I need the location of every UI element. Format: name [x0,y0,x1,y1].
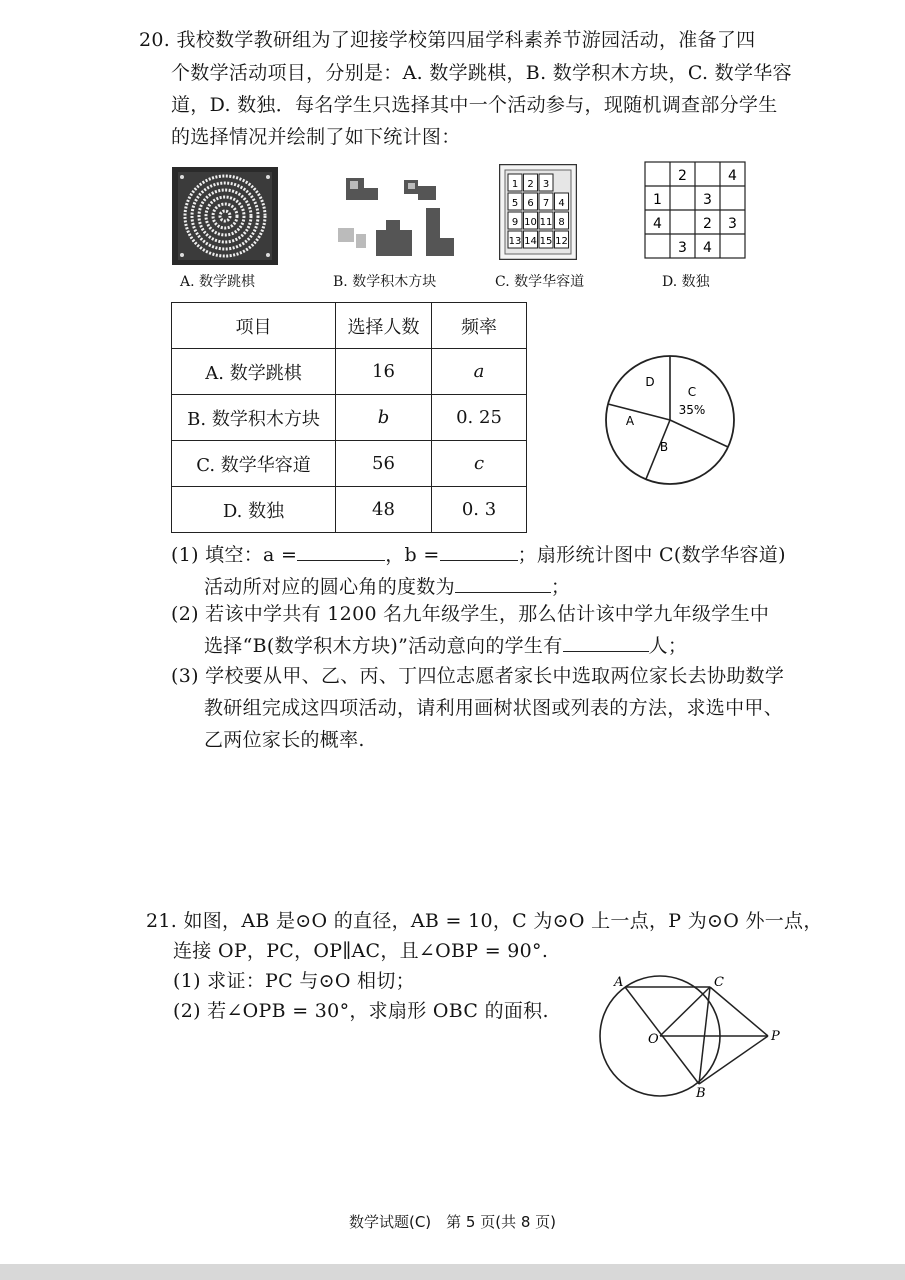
huarong-tile-number: 10 [524,217,537,228]
table-header-freq: 频率 [432,303,527,349]
huarong-tile-number: 12 [555,236,568,247]
row-item: A. 数学跳棋 [172,349,336,395]
q20-sub1-line2: 活动所对应的圆心角的度数为 ； [204,576,571,598]
table-row [172,349,527,395]
q20-sub2-line1: (2) 若该中学共有 1200 名九年级学生，那么估计该中学九年级学生中 [171,603,770,625]
q20-line-2: 个数学活动项目，分别是：A. 数学跳棋，B. 数学积木方块，C. 数学华容 [171,62,792,84]
huarong-tile-number: 8 [558,217,565,228]
table-row [172,395,527,441]
sudoku-digit: 4 [728,168,737,184]
pie-label-a: A [625,414,635,428]
table-header-count: 选择人数 [336,303,432,349]
caption-c: C. 数学华容道 [495,274,585,290]
huarong-tile-number: 5 [511,198,519,209]
q21-line-3: (1) 求证：PC 与⊙O 相切； [173,970,415,992]
huarong-dao-image [499,164,577,260]
math-blocks-image [326,172,466,264]
row-freq: a [432,349,527,395]
sudoku-digit: 4 [653,216,662,232]
point-label-a: A [614,975,624,990]
huarong-tile-number: 15 [539,236,553,247]
huarong-tile-number: 2 [527,179,534,190]
q21-line-4: (2) 若∠OPB = 30°，求扇形 OBC 的面积. [173,1000,549,1022]
q20-sub3-line2: 教研组完成这四项活动，请利用画树状图或列表的方法，求选中甲、 [204,697,784,719]
sudoku-digit: 1 [653,192,662,208]
huarong-tile-number: 11 [539,217,553,228]
sudoku-digit: 4 [703,240,712,256]
blank-angle[interactable] [455,574,551,593]
circle-geometry-figure [596,972,786,1100]
table-row [172,441,527,487]
blank-estimate[interactable] [563,633,649,652]
frequency-table [171,302,527,533]
huarong-tile-number: 9 [511,217,519,228]
scan-edge [0,1264,905,1280]
row-freq: c [432,441,527,487]
huarong-tile-number: 13 [508,236,522,247]
pie-label-c: C [687,385,697,399]
point-label-b: B [696,1086,706,1100]
row-freq: 0. 25 [432,395,527,441]
row-count: b [336,395,432,441]
point-label-p: P [771,1029,780,1044]
row-item: D. 数独 [172,487,336,533]
sudoku-digit: 2 [678,168,687,184]
blank-b[interactable] [440,542,518,561]
q20-sub1-line1: (1) 填空：a = ，b = ；扇形统计图中 C(数学华容道) [171,544,786,566]
sudoku-digit: 3 [703,192,712,208]
pie-label-c-pct: 35% [678,403,706,417]
q21-line-1: 21. 如图，AB 是⊙O 的直径，AB = 10，C 为⊙O 上一点，P 为⊙O 外一点， [146,910,823,932]
blank-a[interactable] [297,542,385,561]
sudoku-image [644,161,746,259]
pie-label-d: D [645,375,655,389]
caption-b: B. 数学积木方块 [333,274,437,290]
row-item: B. 数学积木方块 [172,395,336,441]
sudoku-digit: 3 [678,240,687,256]
sudoku-digit: 2 [703,216,712,232]
row-count: 48 [336,487,432,533]
point-label-o: O [648,1032,659,1047]
row-freq: 0. 3 [432,487,527,533]
pie-chart [600,350,740,490]
q21-line-2: 连接 OP，PC，OP∥AC，且∠OBP = 90°. [173,940,549,962]
q20-sub3-line3: 乙两位家长的概率. [204,729,365,751]
table-header-item: 项目 [172,303,336,349]
huarong-tile-number: 1 [511,179,519,190]
row-count: 16 [336,349,432,395]
point-label-c: C [714,975,724,990]
q20-line-1: 20. 我校数学教研组为了迎接学校第四届学科素养节游园活动，准备了四 [139,29,756,51]
q20-sub3-line1: (3) 学校要从甲、乙、丙、丁四位志愿者家长中选取两位家长去协助数学 [171,665,785,687]
row-item: C. 数学华容道 [172,441,336,487]
row-count: 56 [336,441,432,487]
table-row [172,487,527,533]
huarong-tile-number: 14 [524,236,537,247]
q20-sub2-line2: 选择“B(数学积木方块)”活动意向的学生有 人； [204,635,688,657]
huarong-tile-number: 3 [542,179,550,190]
huarong-tile-number: 6 [527,198,534,209]
huarong-tile-number: 4 [558,198,565,209]
q20-line-4: 的选择情况并绘制了如下统计图： [171,126,461,148]
page-footer: 数学试题(C) 第 5 页(共 8 页) [348,1213,557,1231]
pie-label-b: B [659,440,669,454]
math-checkers-image [172,167,278,265]
q20-line-3: 道，D. 数独．每名学生只选择其中一个活动参与，现随机调查部分学生 [171,94,778,116]
sudoku-digit: 3 [728,216,737,232]
caption-a: A. 数学跳棋 [180,274,256,290]
caption-d: D. 数独 [662,274,710,290]
huarong-tile-number: 7 [542,198,550,209]
